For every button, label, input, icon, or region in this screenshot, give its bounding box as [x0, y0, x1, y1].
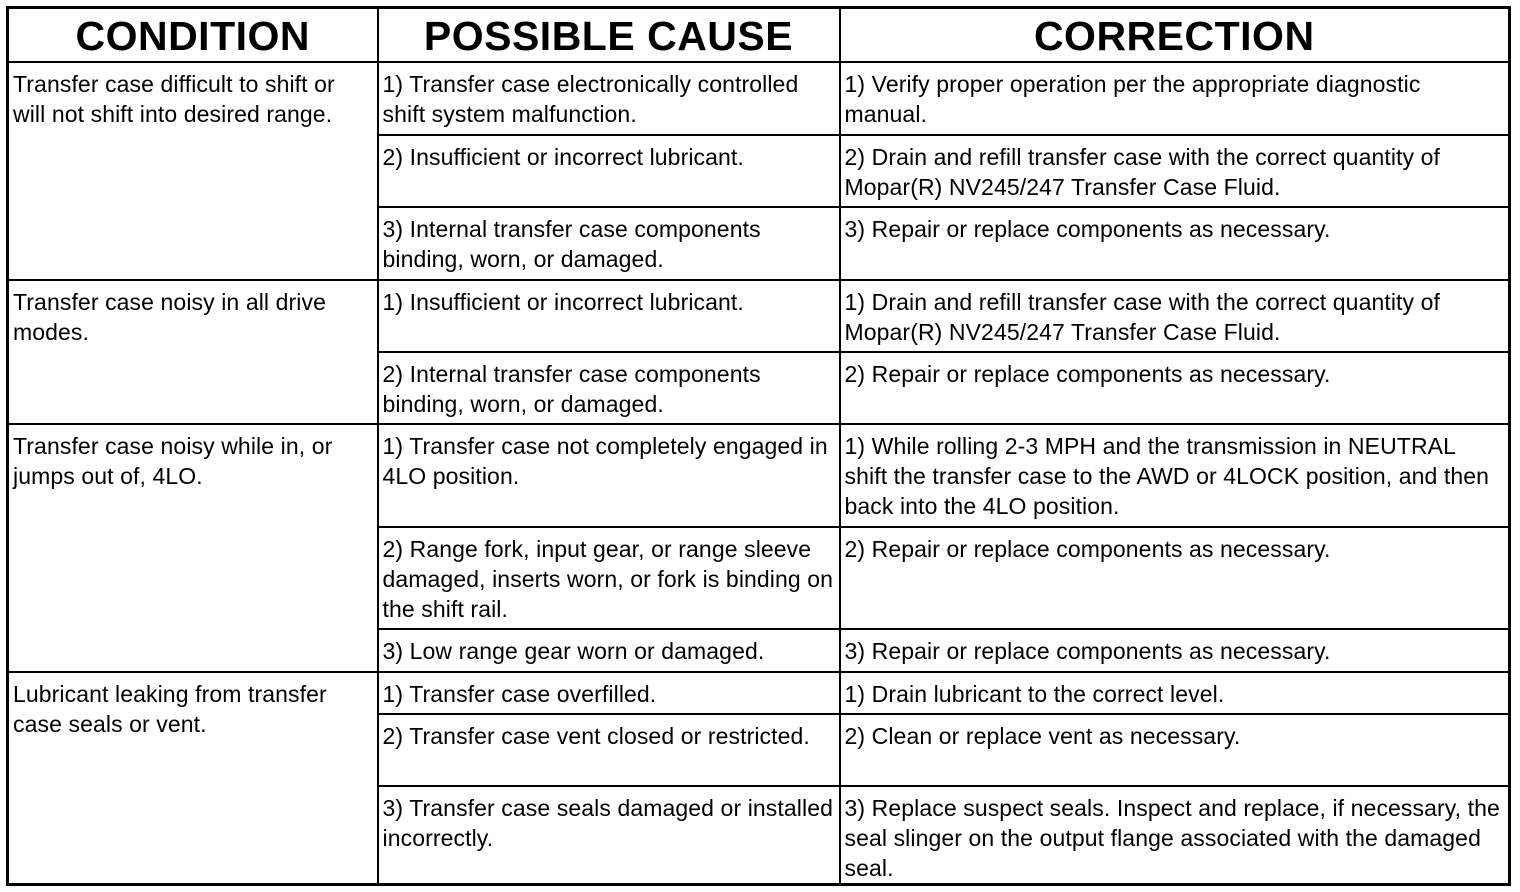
correction-cell: 2) Repair or replace components as necessary.: [840, 352, 1510, 424]
cause-cell: 2) Insufficient or incorrect lubricant.: [378, 135, 840, 207]
correction-cell: 1) Drain and refill transfer case with the correct quantity of Mopar(R) NV245/247 Transfer Case Fluid.: [840, 280, 1510, 352]
cause-cell: 2) Internal transfer case components binding, worn, or damaged.: [378, 352, 840, 424]
header-correction: CORRECTION: [840, 8, 1510, 63]
table-row: [8, 424, 1510, 527]
cause-cell: 3) Internal transfer case components binding, worn, or damaged.: [378, 207, 840, 280]
table-row: [8, 62, 1510, 135]
cause-cell: 1) Transfer case not completely engaged in 4LO position.: [378, 424, 840, 527]
cause-cell: 1) Transfer case electronically controlled shift system malfunction.: [378, 62, 840, 135]
table-row: [8, 280, 1510, 352]
correction-cell: 2) Clean or replace vent as necessary.: [840, 714, 1510, 786]
header-possible-cause: POSSIBLE CAUSE: [378, 8, 840, 63]
correction-cell: 3) Repair or replace components as necessary.: [840, 207, 1510, 280]
correction-cell: 1) Verify proper operation per the appropriate diagnostic manual.: [840, 62, 1510, 135]
correction-cell: 1) While rolling 2-3 MPH and the transmission in NEUTRAL shift the transfer case to the AWD or 4LOCK position, and then back into the 4LO position.: [840, 424, 1510, 527]
correction-cell: 2) Repair or replace components as necessary.: [840, 527, 1510, 629]
cause-cell: 1) Transfer case overfilled.: [378, 672, 840, 714]
cause-cell: 2) Range fork, input gear, or range sleeve damaged, inserts worn, or fork is binding on the shift rail.: [378, 527, 840, 629]
cause-cell: 3) Transfer case seals damaged or installed incorrectly.: [378, 786, 840, 885]
correction-cell: 2) Drain and refill transfer case with the correct quantity of Mopar(R) NV245/247 Transfer Case Fluid.: [840, 135, 1510, 207]
condition-cell: Lubricant leaking from transfer case seals or vent.: [8, 672, 378, 885]
condition-cell: Transfer case noisy while in, or jumps out of, 4LO.: [8, 424, 378, 672]
correction-cell: 3) Repair or replace components as necessary.: [840, 629, 1510, 672]
correction-cell: 1) Drain lubricant to the correct level.: [840, 672, 1510, 714]
cause-cell: 1) Insufficient or incorrect lubricant.: [378, 280, 840, 352]
header-condition: CONDITION: [8, 8, 378, 63]
diagnosis-table-container: [6, 6, 1508, 886]
table-row: [8, 672, 1510, 714]
condition-cell: Transfer case noisy in all drive modes.: [8, 280, 378, 424]
cause-cell: 3) Low range gear worn or damaged.: [378, 629, 840, 672]
cause-cell: 2) Transfer case vent closed or restricted.: [378, 714, 840, 786]
condition-cell: Transfer case difficult to shift or will not shift into desired range.: [8, 62, 378, 280]
diagnosis-table: [6, 6, 1511, 886]
header-row: [8, 8, 1510, 63]
correction-cell: 3) Replace suspect seals. Inspect and replace, if necessary, the seal slinger on the output flange associated with the damaged seal.: [840, 786, 1510, 885]
